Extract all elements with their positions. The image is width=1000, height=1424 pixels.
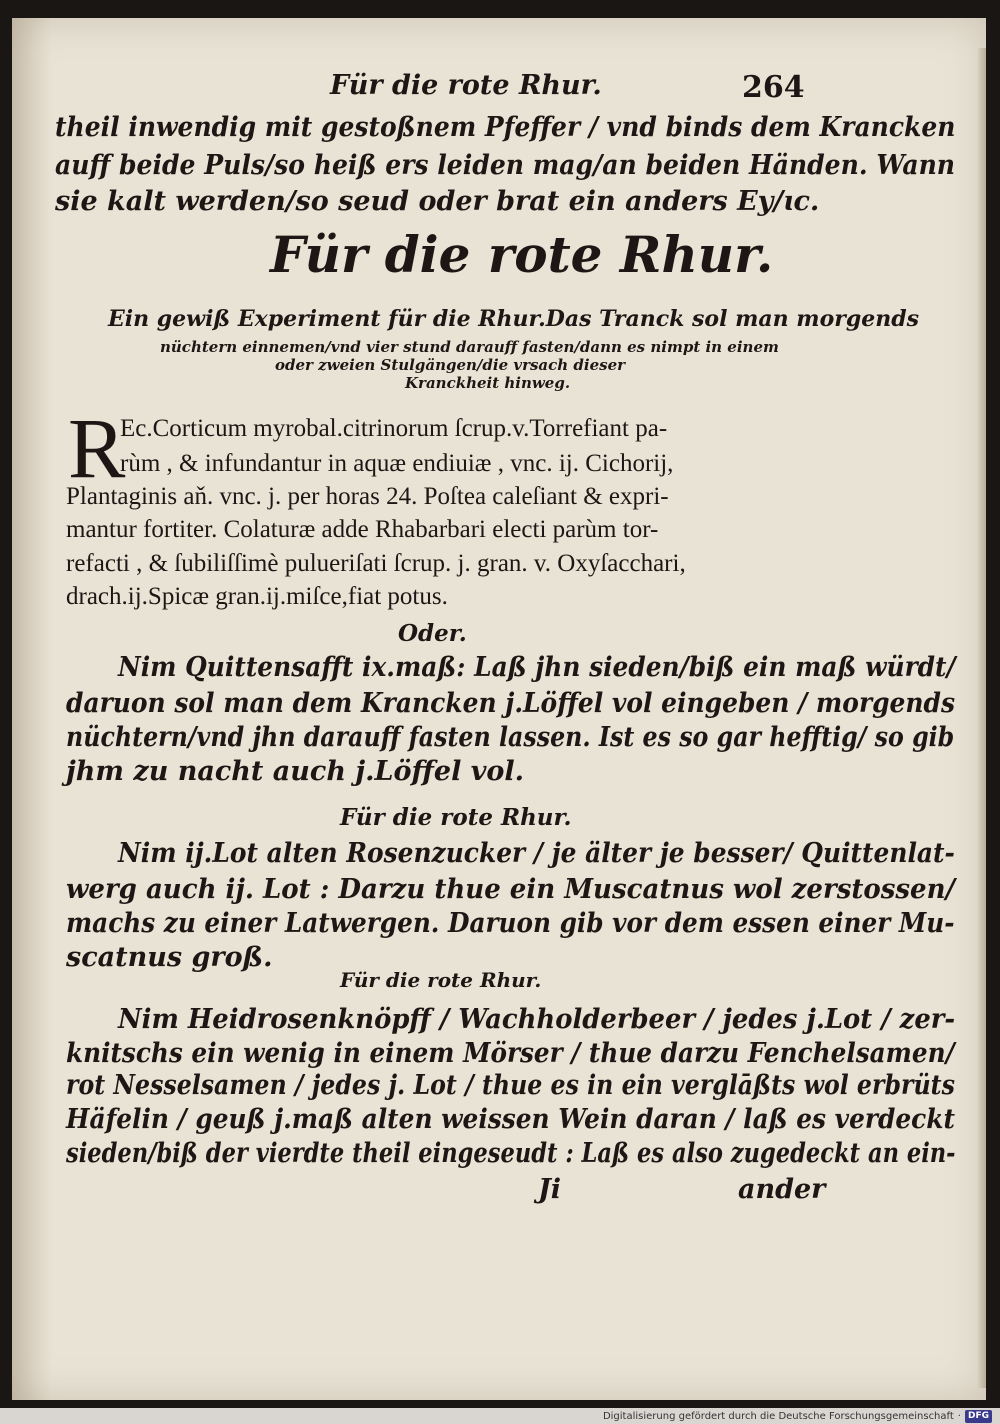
page-number: 264 [742, 70, 805, 105]
gutter-shadow [12, 18, 52, 1400]
text-line: Häfelin / geuß j.maß alten weissen Wein daran / laß es verdeckt [66, 1104, 955, 1135]
text-line: sieden/biß der vierdte theil eingeseudt : Laß es also zugedeckt an ein- [66, 1138, 956, 1169]
text-line: Nim Heidrosenknöpff / Wachholderbeer / jedes j.Lot / zer- [118, 1004, 956, 1035]
catchword: ander [738, 1174, 826, 1205]
section-heading: Für die rote Rhur. [270, 225, 774, 284]
text-line: theil inwendig mit gestoßnem Pfeffer / vnd binds dem Krancken [55, 112, 956, 143]
text-line: machs zu einer Latwergen. Daruon gib vor dem essen einer Mu- [66, 908, 955, 939]
latin-line: refacti , & ſubiliſſimè pulueriſati ſcrup. j. gran. v. Oxyſacchari, [66, 550, 686, 577]
text-line: Nim ij.Lot alten Rosenzucker / je älter je besser/ Quittenlat- [118, 838, 955, 869]
text-line: auff beide Puls/so heiß ers leiden mag/an beiden Händen. Wann [55, 150, 956, 181]
latin-line: rùm , & infundantur in aquæ endiuiæ , vnc. ij. Cichorij, [120, 450, 674, 477]
footer-text: Digitalisierung gefördert durch die Deutsche Forschungsgemeinschaft [602, 1411, 954, 1422]
oder-label: Oder. [398, 620, 467, 647]
footer-attribution [603, 1409, 992, 1424]
latin-line: mantur fortiter. Colaturæ adde Rhabarbari electi parùm tor- [66, 516, 659, 543]
text-line: rot Nesselsamen / jedes j. Lot / thue es in ein verglāßts wol erbrüts [66, 1070, 955, 1101]
intro-line: Ein gewiß Experiment für die Rhur.Das Tranck sol man morgends [108, 306, 919, 332]
subheading: Für die rote Rhur. [340, 968, 542, 992]
intro-line: oder zweien Stulgängen/die vrsach dieser [275, 356, 626, 374]
subheading: Für die rote Rhur. [340, 804, 572, 831]
text-line: jhm zu nacht auch j.Löffel vol. [66, 756, 525, 787]
dfg-logo: DFG [965, 1410, 992, 1423]
signature-mark: Ji [538, 1174, 562, 1205]
text-line: daruon sol man dem Krancken j.Löffel vol eingeben / morgends [66, 688, 956, 719]
text-line: scatnus groß. [66, 942, 273, 973]
footer-separator: · [957, 1411, 961, 1422]
text-line: knitschs ein wenig in einem Mörser / thue darzu Fenchelsamen/ [66, 1038, 955, 1069]
intro-line: nüchtern einnemen/vnd vier stund darauff fasten/dann es nimpt in einem [160, 338, 779, 356]
latin-line: Ec.Corticum myrobal.citrinorum ſcrup.v.Torrefiant pa- [120, 415, 668, 442]
intro-line: Kranckheit hinweg. [405, 374, 571, 392]
text-line: sie kalt werden/so seud oder brat ein anders Ey/ɩc. [55, 186, 820, 217]
latin-line: drach.ij.Spicæ gran.ij.miſce,fiat potus. [66, 583, 448, 610]
running-head: Für die rote Rhur. [330, 70, 602, 101]
text-line: werg auch ij. Lot : Darzu thue ein Muscatnus wol zerstossen/ [66, 874, 956, 905]
page-edge [978, 48, 986, 1388]
drop-cap: R [68, 400, 126, 496]
latin-line: Plantaginis aň. vnc. j. per horas 24. Poſtea caleſiant & expri- [66, 483, 669, 510]
text-line: Nim Quittensafft ix.maß: Laß jhn sieden/biß ein maß würdt/ [118, 652, 956, 683]
text-line: nüchtern/vnd jhn darauff fasten lassen. Ist es so gar hefftig/ so gib [66, 722, 955, 753]
